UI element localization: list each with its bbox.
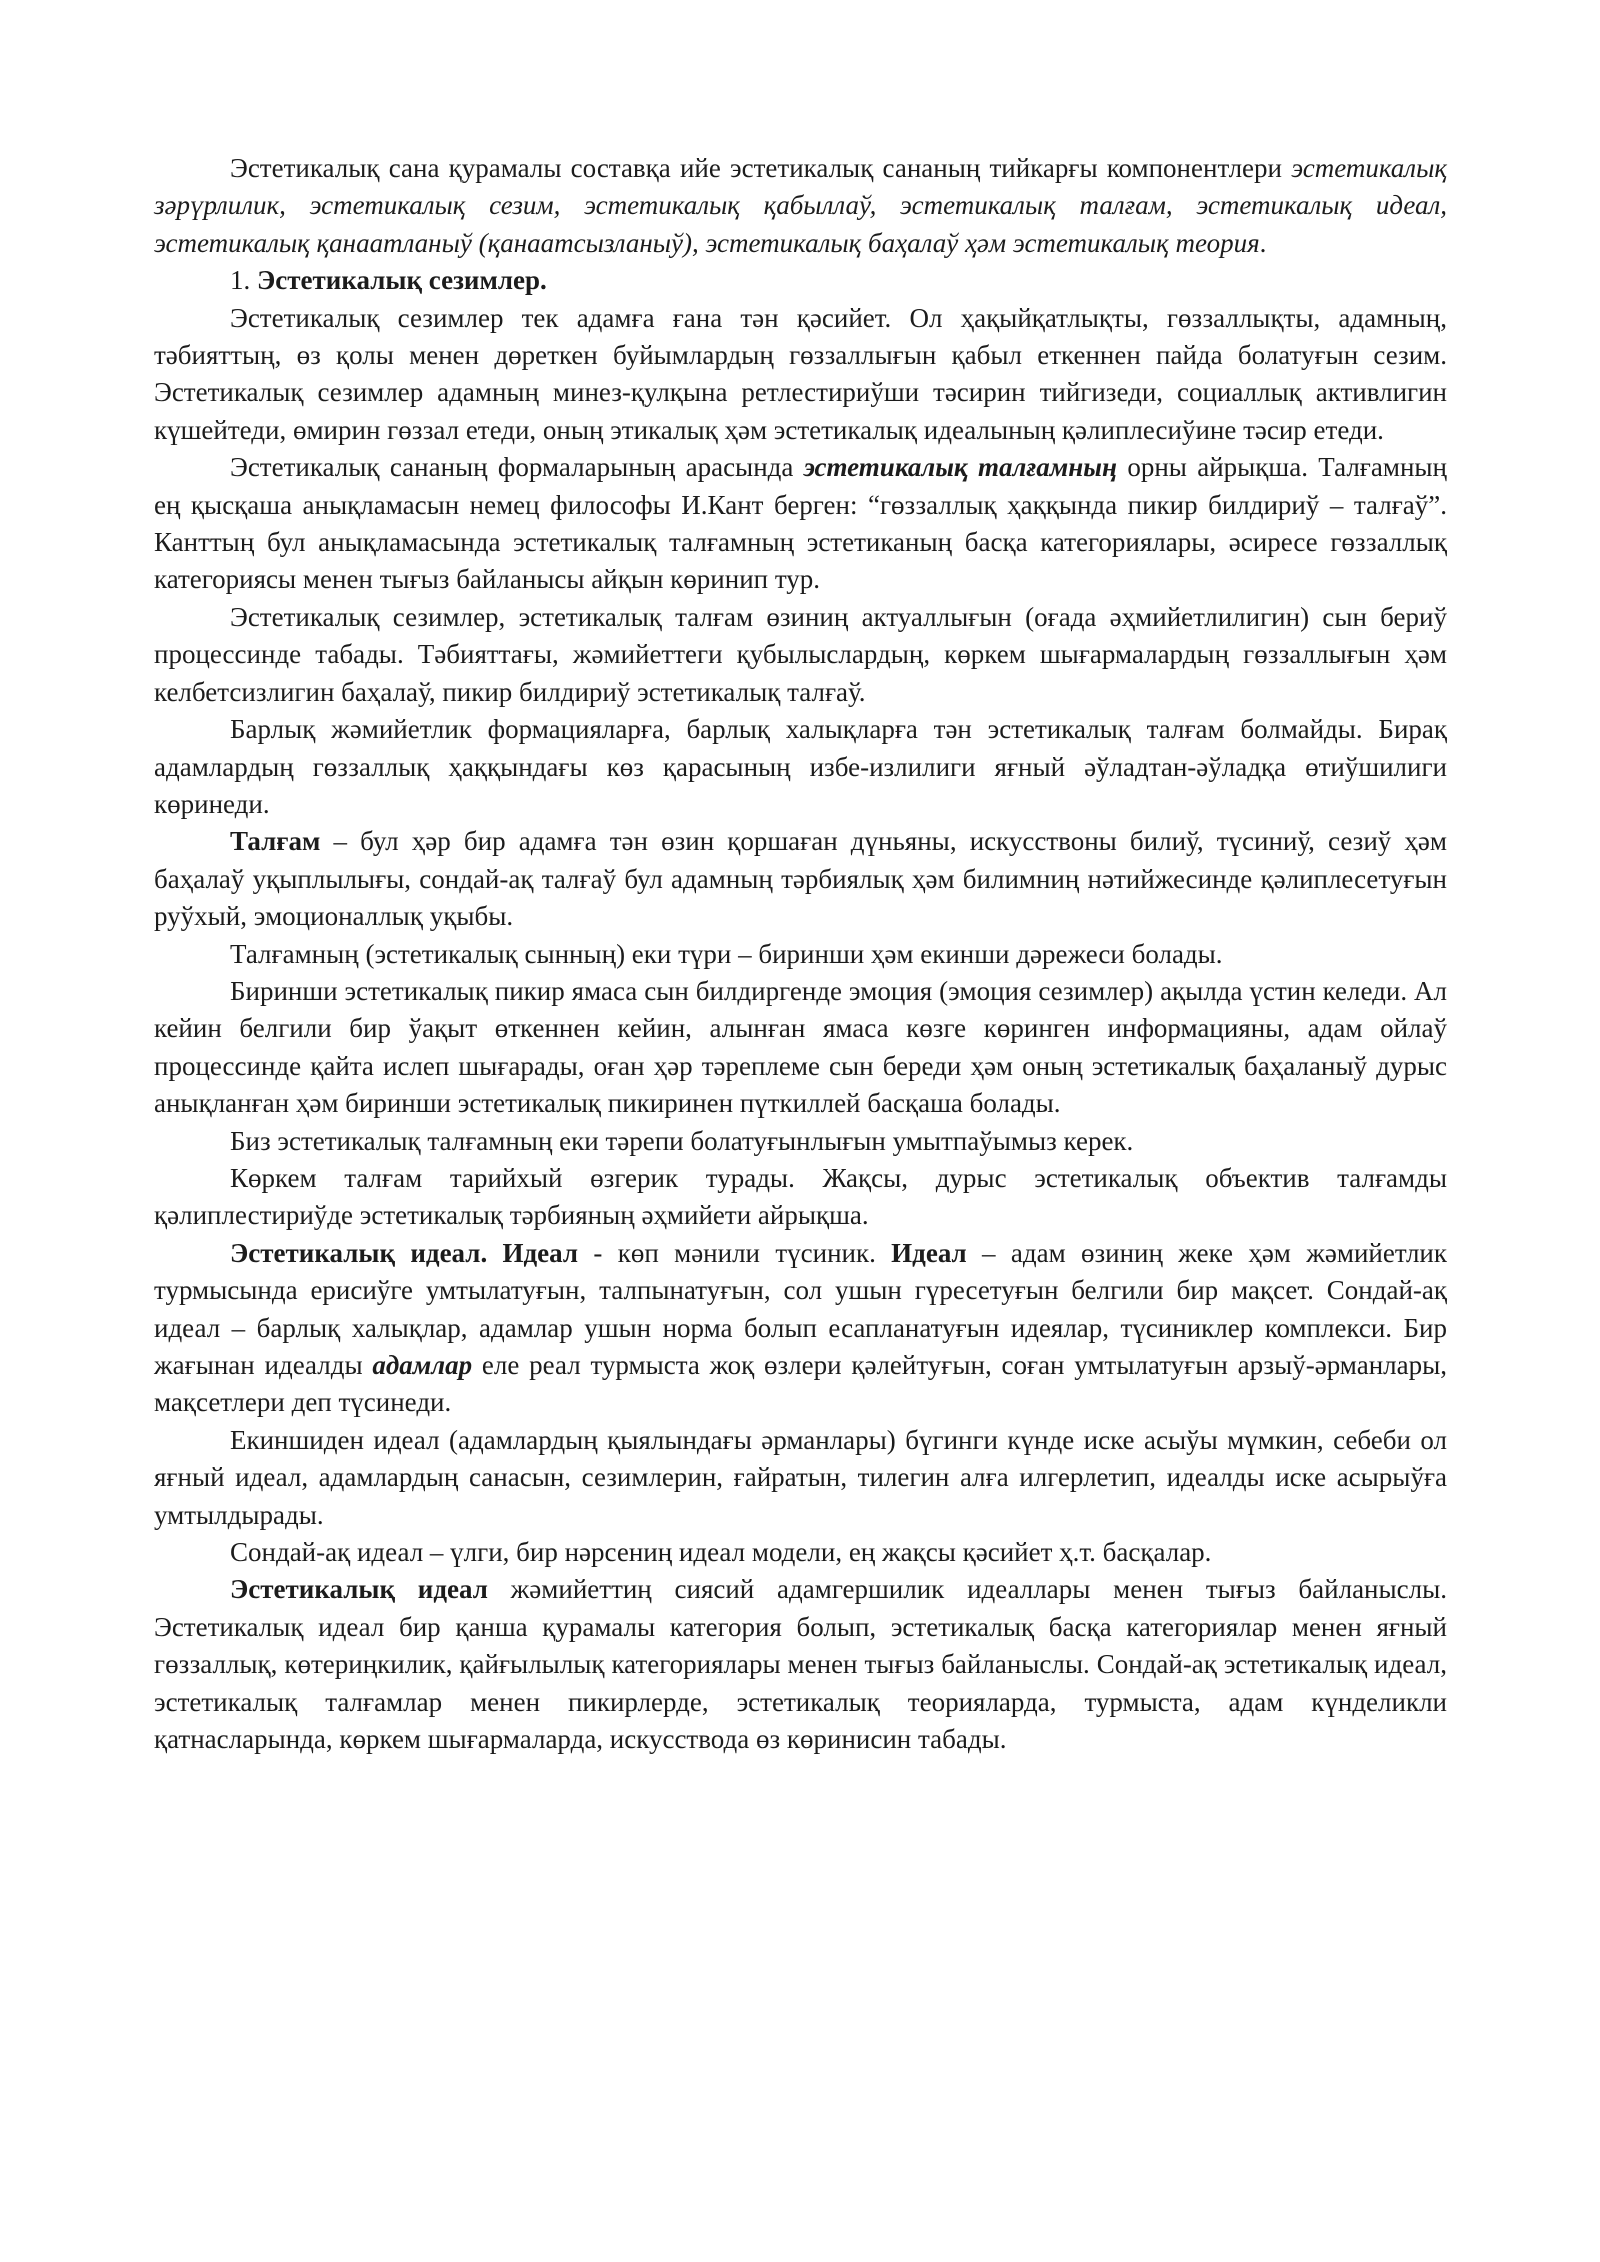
- text-run: Екиншиден идеал (адамлардың қыялындағы әрманлары) бүгинги күнде иске асыўы мүмкин, себеби ол яғный идеал, адамлардың санасын, сезимлерин, ғайратын, тилегин алға илгерлетип, идеалды иске асырыўға умтылдырады.: [154, 1424, 1447, 1530]
- text-run: орны айрықша. Талғамның ең қысқаша анықламасын немец философы И.Кант берген: “гөззаллық ҳаққында пикир билдириў – талғаў”. Канттың бул анықламасында эстетикалық талғамның эстетиканың басқа категориялары, әсиресе гөззаллық категориясы менен тығыз байланысы айқын көринип тур.: [154, 452, 1447, 595]
- text-run: Эстетикалық сана қурамалы составқа ийе эстетикалық сананың тийкарғы компонентлери: [230, 153, 1292, 183]
- paragraph-secondly: [154, 1422, 1447, 1534]
- section-heading-aesthetic-feelings: [154, 262, 1447, 299]
- text-run: Идеал: [891, 1237, 967, 1268]
- text-run: – бул ҳәр бир адамға тән өзин қоршаған дүньяны, искусствоны билиў, түсиниў, сезиў ҳәм баҳалаў уқыплылығы, сондай-ақ талғаў бул адамның тәрбиялық ҳәм билимниң нәтийжесинде қәлиплесетуғын руўхый, эмоционаллық уқыбы.: [154, 826, 1447, 932]
- paragraph-components: [154, 150, 1447, 262]
- paragraph-artistic-taste: [154, 1160, 1447, 1235]
- text-run: .: [1259, 227, 1267, 258]
- text-run: Барлық жәмийетлик формацияларға, барлық халықларға тән эстетикалық талғам болмайды. Бирақ адамлардың гөззаллық ҳаққындағы көз қарасының избе-излилиги яғный әўладтан-әўладқа өтиўшилиги көринеди.: [154, 714, 1447, 819]
- text-run: эстетикалық зәрүрлилик, эстетикалық сезим, эстетикалық қабыллаў, эстетикалық талғам, эстетикалық идеал, эстетикалық қанаатланыў (қанаатсызланыў), эстетикалық баҳалаў ҳәм эстетикалық теория: [154, 153, 1447, 258]
- paragraph-model: [154, 1534, 1447, 1571]
- text-run: Талғамның (эстетикалық сынның) еки түри – биринши ҳәм екинши дәрежеси болады.: [230, 938, 1223, 969]
- text-run: Талғам: [230, 826, 321, 857]
- text-run: 1.: [230, 265, 257, 296]
- text-run: Эстетикалық сезимлер.: [257, 265, 547, 296]
- text-run: Биз эстетикалық талғамның еки тәрепи болатуғынлығын умытпаўымыз керек.: [230, 1125, 1134, 1156]
- paragraph-two-kinds: [154, 936, 1447, 973]
- paragraph-feelings: [154, 300, 1447, 450]
- text-run: Эстетикалық сезимлер тек адамға ғана тән қәсийет. Ол ҳақыйқатлықты, гөззаллықты, адамның, тәбияттың, өз қолы менен дөреткен буйымлардың гөззаллығын қабыл еткеннен пайда болатуғын сезим. Эстетикалық сезимлер адамның минез-қулқына ретлестириўши тәсирин тийгизеди, социаллық активлигин күшейтеди, өмирин гөззал етеди, оның этикалық ҳәм эстетикалық идеалының қәлиплесиўине тәсир етеди.: [154, 302, 1447, 445]
- paragraph-talgam: [154, 823, 1447, 935]
- paragraph-taste-definition: [154, 449, 1447, 599]
- text-run: Эстетикалық сезимлер, эстетикалық талғам өзиниң актуаллығын (оғада әҳмийетлилигин) сын бериў процессинде табады. Тәбияттағы, жәмийеттеги қубылыслардың, көркем шығармалардың гөззаллығын ҳәм келбетсизлигин баҳалаў, пикир билдириў эстетикалық талғаў.: [154, 601, 1447, 707]
- text-run: - көп мәнили түсиник.: [578, 1237, 892, 1268]
- document-page: [154, 150, 1447, 1758]
- text-run: жәмийеттиң сиясий адамгершилик идеаллары менен тығыз байланыслы. Эстетикалық идеал бир қанша қурамалы категория болып, эстетикалық басқа категориялар менен яғный гөззаллық, көтериңкилик, қайғылылық категориялары менен тығыз байланыслы. Сондай-ақ эстетикалық идеал, эстетикалық талғамлар менен пикирлерде, эстетикалық теорияларда, турмыста, адам күнделикли қатнасларында, көркем шығармаларда, искусствода өз көринисин табады.: [154, 1574, 1447, 1755]
- text-run: Биринши эстетикалық пикир ямаса сын билдиргенде эмоция (эмоция сезимлер) ақылда үстин келеди. Ал кейин белгили бир ўақыт өткеннен кейин, алынған ямаса көзге көринген информацияны, адам ойлаў процессинде қайта ислеп шығарады, оған ҳәр тәреплеме сын береди ҳәм оның эстетикалық баҳаланыў дурыс анықланған ҳәм биринши эстетикалық пикиринен пүткиллей басқаша болады.: [154, 975, 1447, 1119]
- text-run: Көркем талғам тарийхый өзгерик турады. Жақсы, дурыс эстетикалық объектив талғамды қәлиплестириўде эстетикалық тәрбияның әҳмийети айрықша.: [154, 1162, 1447, 1231]
- text-run: эстетикалық талғамның: [803, 452, 1117, 483]
- paragraph-first-judgement: [154, 973, 1447, 1123]
- text-run: еле реал турмыста жоқ өзлери қәлейтуғын, соған умтылатуғын арзыў-әрманлары, мақсетлери деп түсинеди.: [154, 1350, 1447, 1418]
- text-run: Эстетикалық сананың формаларының арасында: [230, 452, 804, 483]
- paragraph-relevance: [154, 599, 1447, 711]
- paragraph-formations: [154, 711, 1447, 823]
- text-run: Эстетикалық идеал. Идеал: [230, 1237, 579, 1268]
- text-run: – адам өзиниң жеке ҳәм жәмийетлик турмысында ерисиўге умтылатуғын, талпынатуғын, сол ушын гүресетуғын белгили бир мақсет. Сондай-ақ идеал – барлық халықлар, адамлар ушын норма болып есапланатуғын идеялар, түсиниклер комплекси. Бир жағынан идеалды: [154, 1237, 1447, 1380]
- text-run: адамлар: [372, 1350, 473, 1380]
- paragraph-ideal: [154, 1235, 1447, 1422]
- text-run: Эстетикалық идеал: [230, 1574, 488, 1605]
- paragraph-ideal-relations: [154, 1571, 1447, 1758]
- paragraph-two-sides: [154, 1123, 1447, 1160]
- text-run: Сондай-ақ идеал – үлги, бир нәрсениң идеал модели, ең жақсы қәсийет ҳ.т. басқалар.: [230, 1537, 1212, 1568]
